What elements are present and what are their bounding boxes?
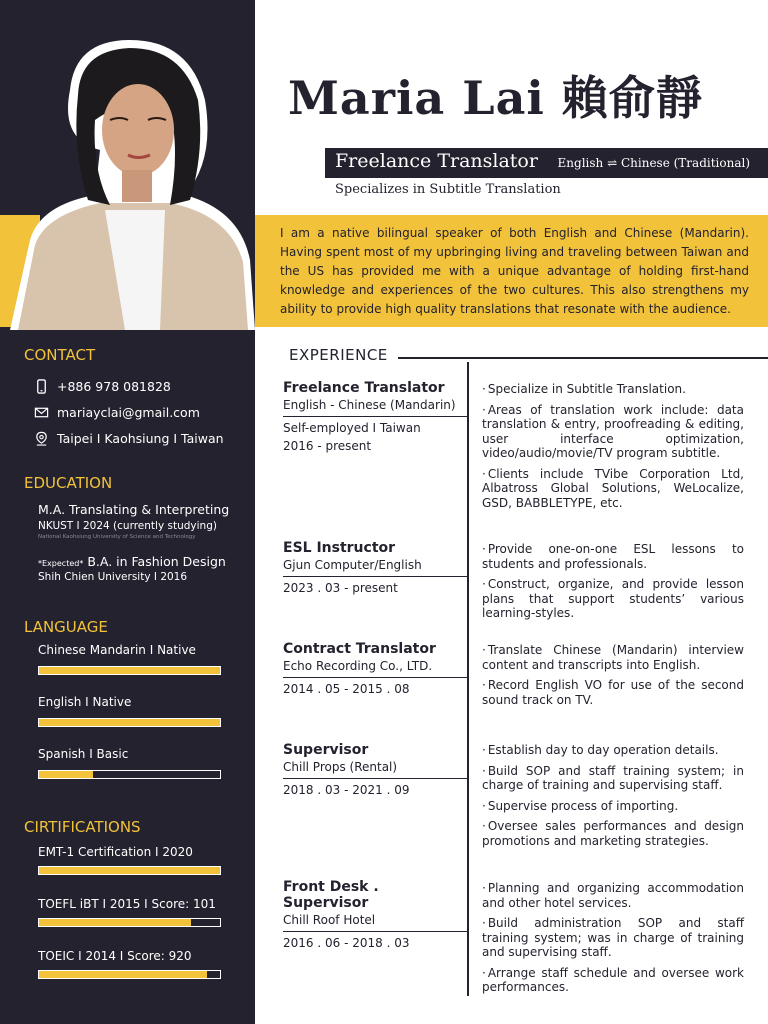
job-bullet: · Oversee sales performances and design promotions and marketing strategies. xyxy=(482,819,744,848)
job-entry xyxy=(283,742,468,797)
job-entry-dates: 2016 - present xyxy=(283,439,372,453)
job-bullet: · Arrange staff schedule and oversee work performances. xyxy=(482,966,744,995)
job-bullets xyxy=(482,382,744,516)
job-entry xyxy=(283,879,468,950)
job-bullet: · Planning and organizing accommodation and other hotel services. xyxy=(482,881,744,910)
language-bar-fill xyxy=(39,667,220,674)
certifications-heading: CIRTIFICATIONS xyxy=(24,818,141,836)
job-entry-title: Front Desk . Supervisor xyxy=(283,879,379,911)
language-bar xyxy=(38,718,221,727)
email-address[interactable]: mariayclai@gmail.com xyxy=(57,405,200,420)
job-entry-location: Self-employed I Taiwan xyxy=(283,421,421,435)
phone-number: +886 978 081828 xyxy=(57,379,171,394)
job-title: Freelance Translator xyxy=(335,150,538,172)
job-entry-company: Chill Roof Hotel xyxy=(283,913,376,927)
job-bullet: · Areas of translation work include: data translation & entry, proofreading & editing, user interface optimization, video/audio/movie/TV program subtitle. xyxy=(482,403,744,461)
job-entry-dates: 2018 . 03 - 2021 . 09 xyxy=(283,783,410,797)
language-label: Chinese Mandarin I Native xyxy=(38,643,196,657)
job-entry-company: English - Chinese (Mandarin) xyxy=(283,398,456,412)
profile-photo xyxy=(0,0,255,330)
phone-icon xyxy=(34,379,49,394)
certification-bar xyxy=(38,866,221,875)
language-bar xyxy=(38,770,221,779)
job-bullet: · Record English VO for use of the second sound track on TV. xyxy=(482,678,744,707)
language-label: English I Native xyxy=(38,695,132,709)
job-bullet: · Establish day to day operation details. xyxy=(482,743,744,758)
contact-heading: CONTACT xyxy=(24,346,96,364)
contact-phone xyxy=(34,379,171,394)
experience-heading: EXPERIENCE xyxy=(289,346,388,364)
certification-label: EMT-1 Certification I 2020 xyxy=(38,845,193,859)
certification-bar-fill xyxy=(39,971,207,978)
specialty: Specializes in Subtitle Translation xyxy=(335,182,561,197)
certification-label: TOEFL iBT I 2015 I Score: 101 xyxy=(38,897,216,911)
language-bar-fill xyxy=(39,771,93,778)
job-entry-rule xyxy=(283,416,468,417)
job-bullets xyxy=(482,881,744,1001)
job-entry-rule xyxy=(283,931,468,932)
job-entry xyxy=(283,641,468,696)
language-label: Spanish I Basic xyxy=(38,747,129,761)
certification-label: TOEIC I 2014 I Score: 920 xyxy=(38,949,192,963)
job-entry xyxy=(283,380,468,453)
job-entry-dates: 2014 . 05 - 2015 . 08 xyxy=(283,682,410,696)
job-bullets xyxy=(482,643,744,713)
job-bullet: · Build SOP and staff training system; in charge of training and supervising staff. xyxy=(482,764,744,793)
language-heading: LANGUAGE xyxy=(24,618,108,636)
certification-bar-fill xyxy=(39,919,191,926)
certification-bar xyxy=(38,970,221,979)
job-bullet: · Specialize in Subtitle Translation. xyxy=(482,382,744,397)
title-bar xyxy=(325,148,768,178)
education-degree-2-text: B.A. in Fashion Design xyxy=(87,554,226,569)
job-bullet: · Translate Chinese (Mandarin) interview content and transcripts into English. xyxy=(482,643,744,672)
job-bullet: · Clients include TVibe Corporation Ltd, Albatross Global Solutions, WeLocalize, GSD, BABBLETYPE, etc. xyxy=(482,467,744,511)
job-bullets xyxy=(482,542,744,627)
job-entry-rule xyxy=(283,677,468,678)
job-bullet: · Supervise process of importing. xyxy=(482,799,744,814)
job-entry-title: Freelance Translator xyxy=(283,380,445,396)
job-entry-rule xyxy=(283,576,468,577)
mail-icon xyxy=(34,405,49,420)
job-entry-rule xyxy=(283,778,468,779)
language-bar-fill xyxy=(39,719,220,726)
contact-location xyxy=(34,431,224,446)
location-icon xyxy=(34,431,49,446)
job-entry-title: ESL Instructor xyxy=(283,540,396,556)
education-degree-2 xyxy=(38,554,226,569)
certification-bar-fill xyxy=(39,867,220,874)
location-text: Taipei I Kaohsiung I Taiwan xyxy=(57,431,224,446)
job-entry-title: Contract Translator xyxy=(283,641,436,657)
person-name: Maria Lai 賴俞靜 xyxy=(288,71,703,125)
summary-text: I am a native bilingual speaker of both English and Chinese (Mandarin). Having spent most of my upbringing living and traveling between Taiwan and the US has provided me with a unique advantage of holding first-hand knowledge and experiences of the two cultures. This also strengthens my ability to provide high quality translations that resonate with the audience. xyxy=(280,226,749,316)
certification-bar xyxy=(38,918,221,927)
job-entry xyxy=(283,540,468,595)
job-bullet: · Provide one-on-one ESL lessons to students and professionals. xyxy=(482,542,744,571)
job-entry-dates: 2016 . 06 - 2018 . 03 xyxy=(283,936,410,950)
education-school-2: Shih Chien University I 2016 xyxy=(38,571,188,583)
experience-rule xyxy=(398,357,768,359)
job-bullet: · Build administration SOP and staff training system; was in charge of training and supervising staff. xyxy=(482,916,744,960)
education-heading: EDUCATION xyxy=(24,474,113,492)
job-entry-company: Gjun Computer/English xyxy=(283,558,422,572)
expected-tag: *Expected* xyxy=(38,559,84,568)
job-entry-company: Echo Recording Co., LTD. xyxy=(283,659,433,673)
education-degree-1: M.A. Translating & Interpreting xyxy=(38,502,230,517)
job-entry-company: Chill Props (Rental) xyxy=(283,760,398,774)
job-entry-dates: 2023 . 03 - present xyxy=(283,581,398,595)
job-entry-title: Supervisor xyxy=(283,742,369,758)
language-pair: English ⇌ Chinese (Traditional) xyxy=(557,156,750,170)
language-bar xyxy=(38,666,221,675)
job-bullets xyxy=(482,743,744,854)
job-bullet: · Construct, organize, and provide lesson plans that support students’ various learning-styles. xyxy=(482,577,744,621)
contact-email xyxy=(34,405,200,420)
education-school-fullname: National Kaohsiung University of Science and Technology xyxy=(38,534,196,540)
education-school-1: NKUST I 2024 (currently studying) xyxy=(38,520,217,532)
